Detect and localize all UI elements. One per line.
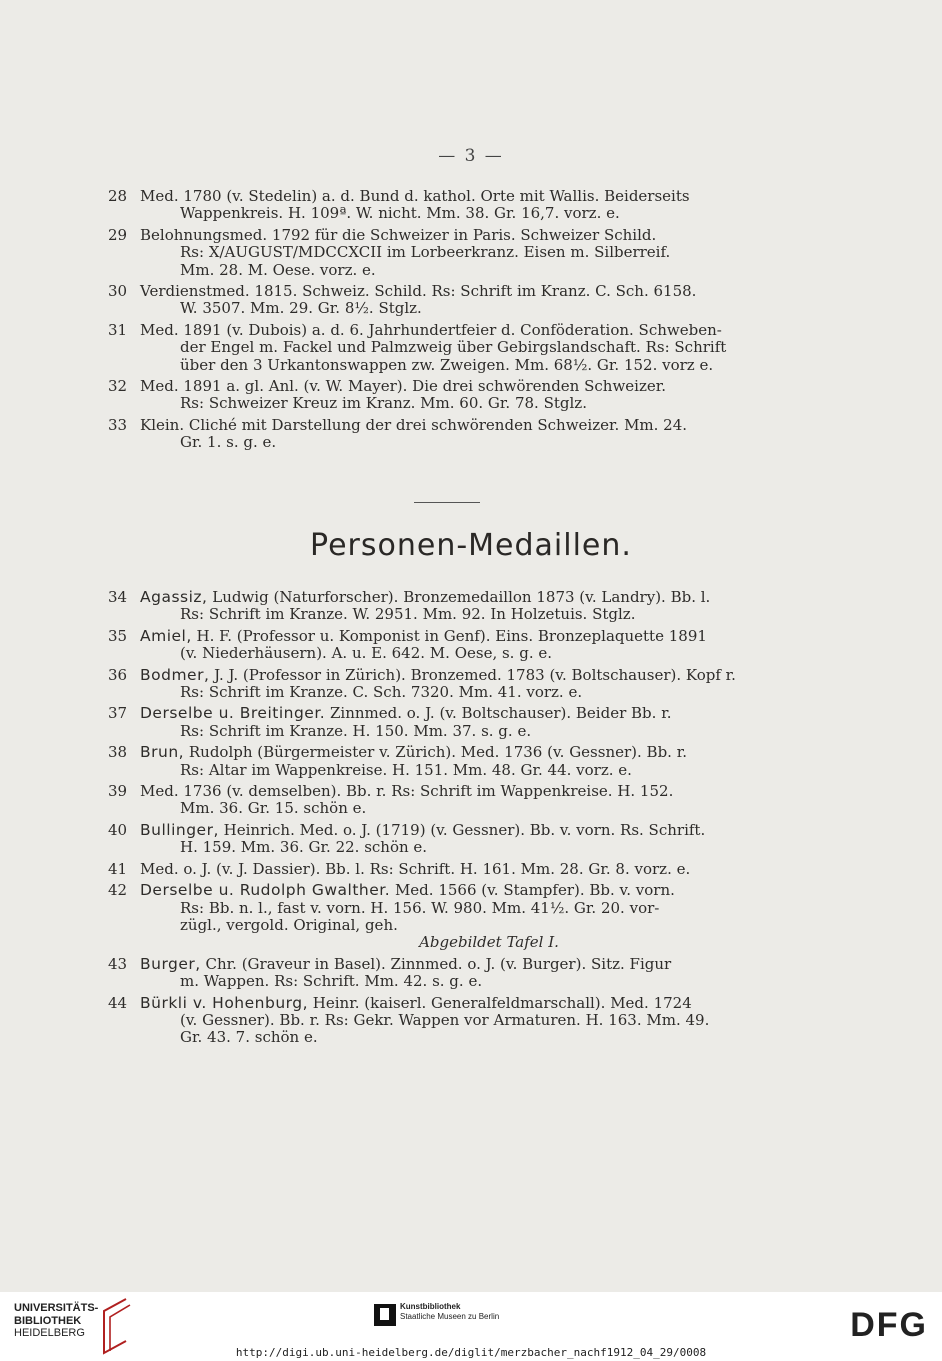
entry-text: Klein. Cliché mit Darstellung der drei schwörenden Schweizer. Mm. 24. <box>140 415 688 434</box>
entry-text: m. Wappen. Rs: Schrift. Mm. 42. s. g. e. <box>180 972 483 991</box>
entry-text: Rs: Schrift im Kranze. W. 2951. Mm. 92. In Holzetuis. Stglz. <box>180 605 636 624</box>
entry-line <box>140 822 768 839</box>
catalog-entry <box>108 227 768 279</box>
entry-line <box>140 762 768 779</box>
entry-line <box>140 606 768 623</box>
catalog-entry <box>108 667 768 702</box>
entry-text: Gr. 1. s. g. e. <box>180 433 277 452</box>
entry-text: H. 159. Mm. 36. Gr. 22. schön e. <box>180 838 428 857</box>
entry-line <box>140 705 768 722</box>
entry-line <box>140 378 768 395</box>
entry-text: Rs: X/AUGUST/MDCCXCII im Lorbeerkranz. Eisen m. Silberreif. <box>180 243 671 262</box>
entry-line <box>140 800 768 817</box>
section-heading: Personen-Medaillen. <box>310 528 632 563</box>
entry-text: Med. 1566 (v. Stampfer). Bb. v. vorn. <box>390 881 675 900</box>
catalog-entry <box>108 589 768 624</box>
entry-line <box>140 917 768 934</box>
entry-text: (v. Gessner). Bb. r. Rs: Gekr. Wappen vor Armaturen. H. 163. Mm. 49. <box>180 1010 710 1029</box>
entry-line <box>140 262 768 279</box>
catalog-entry <box>108 417 768 452</box>
entry-text: (v. Niederhäusern). A. u. E. 642. M. Oese, s. g. e. <box>180 644 553 663</box>
entry-line <box>140 395 768 412</box>
ub-line3: HEIDELBERG <box>14 1327 85 1339</box>
entry-text: Med. 1780 (v. Stedelin) a. d. Bund d. kathol. Orte mit Wallis. Beiderseits <box>140 187 690 205</box>
dfg-logo[interactable]: DFG <box>850 1306 928 1344</box>
entry-text: der Engel m. Fackel und Palmzweig über Gebirgslandschaft. Rs: Schrift <box>180 338 727 357</box>
catalog-entry <box>108 822 768 857</box>
ub-heidelberg-logo-text[interactable] <box>14 1302 98 1340</box>
entry-text: Verdienstmed. 1815. Schweiz. Schild. Rs: Schrift im Kranz. C. Sch. 6158. <box>140 282 697 301</box>
entry-line <box>140 900 768 917</box>
entry-text: Ludwig (Naturforscher). Bronzemedaillon 1873 (v. Landry). Bb. l. <box>207 588 711 606</box>
person-name: Amiel, <box>140 626 192 645</box>
entry-number: 38 <box>108 743 128 762</box>
entry-line <box>140 744 768 761</box>
entry-line <box>140 684 768 701</box>
entry-text: Med. 1891 a. gl. Anl. (v. W. Mayer). Die drei schwörenden Schweizer. <box>140 377 667 396</box>
catalog-entry <box>108 956 768 991</box>
person-name: Burger, <box>140 954 201 973</box>
person-name: Bürkli v. Hohenburg, <box>140 993 309 1012</box>
person-name: Derselbe u. Rudolph Gwalther. <box>140 881 391 900</box>
entry-line <box>140 628 768 645</box>
entry-line <box>140 300 768 317</box>
kunstbibliothek-logo[interactable] <box>400 1302 499 1322</box>
ub-line2: BIBLIOTHEK <box>14 1314 82 1327</box>
entry-number: 29 <box>108 225 128 244</box>
entry-number: 35 <box>108 626 128 645</box>
entry-text: Rs: Schrift im Kranze. H. 150. Mm. 37. s. g. e. <box>180 721 532 740</box>
entry-number: 32 <box>108 377 128 396</box>
catalog-entry <box>108 628 768 663</box>
entry-line <box>140 956 768 973</box>
entry-line <box>140 227 768 244</box>
kb-line1: Kunstbibliothek <box>400 1302 461 1311</box>
entry-line <box>140 1029 768 1046</box>
entry-text: Med. 1736 (v. demselben). Bb. r. Rs: Schrift im Wappenkreise. H. 152. <box>140 782 674 801</box>
entry-text: Gr. 43. 7. schön e. <box>180 1028 318 1047</box>
entry-line <box>140 339 768 356</box>
entry-text: Med. o. J. (v. J. Dassier). Bb. l. Rs: Schrift. H. 161. Mm. 28. Gr. 8. vorz. e. <box>140 859 691 878</box>
entry-number: 39 <box>108 782 128 801</box>
entry-text: Zinnmed. o. J. (v. Boltschauser). Beider Bb. r. <box>325 704 672 723</box>
catalog-entry <box>108 322 768 374</box>
catalog-entry <box>108 744 768 779</box>
catalog-entry <box>108 705 768 740</box>
entry-number: 31 <box>108 320 128 339</box>
entry-text: zügl., vergold. Original, geh. <box>180 915 398 934</box>
catalog-entry <box>108 861 768 878</box>
entry-line <box>140 244 768 261</box>
entry-line <box>140 205 768 222</box>
page-number: — 3 — <box>438 146 504 166</box>
entry-line <box>140 783 768 800</box>
person-name: Brun, <box>140 743 185 762</box>
catalog-entry <box>108 188 768 223</box>
entry-text: Wappenkreis. H. 109ª. W. nicht. Mm. 38. Gr. 16,7. vorz. e. <box>180 204 620 223</box>
entry-line <box>140 322 768 339</box>
entry-line <box>140 417 768 434</box>
entry-text: Belohnungsmed. 1792 für die Schweizer in Paris. Schweizer Schild. <box>140 225 657 244</box>
catalog-entry <box>108 995 768 1047</box>
entry-line <box>140 283 768 300</box>
source-url[interactable]: http://digi.ub.uni-heidelberg.de/diglit/merzbacher_nachf1912_04_29/0008 <box>235 1346 707 1359</box>
entry-text: Rs: Bb. n. l., fast v. vorn. H. 156. W. 980. Mm. 41½. Gr. 20. vor- <box>180 898 660 917</box>
entry-text: H. F. (Professor u. Komponist in Genf). Eins. Bronzeplaquette 1891 <box>191 626 707 645</box>
kunstbibliothek-icon <box>374 1304 396 1326</box>
person-name: Bodmer, <box>140 665 210 684</box>
entries-top <box>108 188 768 456</box>
entry-number: 37 <box>108 704 128 723</box>
entry-text: Rs: Altar im Wappenkreise. H. 151. Mm. 48. Gr. 44. vorz. e. <box>180 760 632 779</box>
entry-line <box>140 188 768 205</box>
entry-line <box>140 357 768 374</box>
entry-line <box>140 434 768 451</box>
entry-line <box>140 723 768 740</box>
entry-text: Med. 1891 (v. Dubois) a. d. 6. Jahrhundertfeier d. Conföderation. Schweben- <box>140 320 722 339</box>
entry-text: Heinr. (kaiserl. Generalfeldmarschall). Med. 1724 <box>308 993 692 1012</box>
entry-number: 44 <box>108 993 128 1012</box>
entry-line <box>140 861 768 878</box>
entry-text: J. J. (Professor in Zürich). Bronzemed. 1783 (v. Boltschauser). Kopf r. <box>209 665 736 684</box>
entry-text: Rs: Schweizer Kreuz im Kranz. Mm. 60. Gr. 78. Stglz. <box>180 394 587 413</box>
entry-line <box>140 973 768 990</box>
section-divider <box>414 502 480 503</box>
entry-number: 40 <box>108 820 128 839</box>
entry-number: 28 <box>108 187 128 205</box>
entry-line <box>140 645 768 662</box>
entry-text: Rudolph (Bürgermeister v. Zürich). Med. 1736 (v. Gessner). Bb. r. <box>184 743 688 762</box>
entry-text: über den 3 Urkantonswappen zw. Zweigen. Mm. 68½. Gr. 152. vorz e. <box>180 355 714 374</box>
entry-line <box>140 995 768 1012</box>
entry-number: 36 <box>108 665 128 684</box>
entry-number: 43 <box>108 954 128 973</box>
entry-number: 33 <box>108 415 128 434</box>
entry-line <box>140 839 768 856</box>
entry-number: 41 <box>108 859 128 878</box>
entry-text: W. 3507. Mm. 29. Gr. 8½. Stglz. <box>180 299 422 318</box>
ub-line1: UNIVERSITÄTS- <box>14 1302 99 1314</box>
catalog-entry <box>108 283 768 318</box>
person-name: Bullinger, <box>140 820 219 839</box>
entries-bottom <box>108 589 768 1051</box>
catalog-entry <box>108 882 768 952</box>
entry-text: Chr. (Graveur in Basel). Zinnmed. o. J. (v. Burger). Sitz. Figur <box>200 954 672 973</box>
entry-number: 30 <box>108 282 128 301</box>
entry-line <box>140 589 768 606</box>
entry-line <box>140 882 768 899</box>
catalog-entry <box>108 783 768 818</box>
entry-line <box>140 667 768 684</box>
entry-number: 42 <box>108 881 128 900</box>
entry-text: Heinrich. Med. o. J. (1719) (v. Gessner). Bb. v. vorn. Rs. Schrift. <box>218 820 706 839</box>
plate-caption: Abgebildet Tafel I. <box>419 933 559 952</box>
entry-text: Rs: Schrift im Kranze. C. Sch. 7320. Mm. 41. vorz. e. <box>180 683 583 702</box>
entry-text: Mm. 36. Gr. 15. schön e. <box>180 799 367 818</box>
catalog-entry <box>108 378 768 413</box>
entry-number: 34 <box>108 588 128 606</box>
entry-text: Mm. 28. M. Oese. vorz. e. <box>180 260 376 279</box>
kb-line2: Staatliche Museen zu Berlin <box>400 1312 500 1321</box>
person-name: Agassiz, <box>140 588 208 606</box>
person-name: Derselbe u. Breitinger. <box>140 704 326 723</box>
entry-line <box>140 1012 768 1029</box>
